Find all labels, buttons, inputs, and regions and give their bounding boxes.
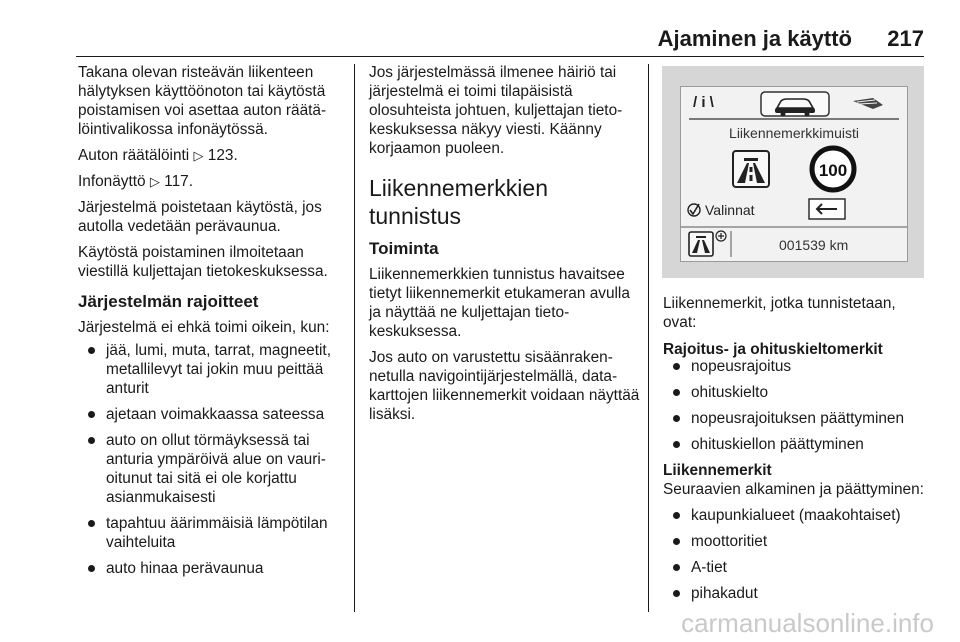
list-item: nopeusrajoitus xyxy=(663,357,925,376)
list-item: nopeusrajoituksen päättyminen xyxy=(663,409,925,428)
traffic-signs-list xyxy=(663,506,925,603)
chapter-title: Ajaminen ja käyttö xyxy=(657,26,852,51)
paragraph: Seuraavien alkaminen ja päättyminen: xyxy=(663,481,924,498)
column-2 xyxy=(369,63,641,431)
group-heading: Liikennemerkit xyxy=(663,462,772,479)
paragraph: Liikennemerkit, jotka tunnistetaan, ovat: xyxy=(663,295,896,331)
display-screen xyxy=(680,86,908,262)
plus-circle-icon xyxy=(716,231,726,241)
list-item: ajetaan voimakkaassa sateessa xyxy=(78,405,346,424)
list-item: auto on ollut törmäyksessä tai anturia ympäröivä alue on vaurioitunut tai sitä ei ole korjattu asianmukaisesti xyxy=(78,431,346,507)
watermark: carmanualsonline.info xyxy=(681,608,934,638)
column-divider-1 xyxy=(354,64,355,612)
paragraph: Takana olevan risteävän liikenteen hälytyksen käyttöönoton tai käytöstä poistamisen voi asettaa auton räätälöintivalikossa infonäytössä. xyxy=(78,64,327,138)
paragraph: Jos järjestelmässä ilmenee häiriö tai järjestelmä ei toimi tilapäisistä olosuhteista johtuen, kuljettajan tietokeskuksessa näkyy viesti. Käänny korjaamon puoleen. xyxy=(369,64,623,157)
page-ref-arrow-icon: ▷ xyxy=(149,174,160,189)
display-graphics xyxy=(681,87,907,261)
speed-limit-sign-icon xyxy=(812,148,854,190)
driver-info-display-illustration xyxy=(662,66,924,278)
cross-reference: Infonäyttö ▷ 117. xyxy=(78,173,193,190)
header-rule xyxy=(76,56,924,57)
motorway-sign-icon xyxy=(733,151,769,187)
column-3 xyxy=(663,294,925,610)
options-label: Valinnat xyxy=(705,202,755,218)
paragraph: Järjestelmä poistetaan käytöstä, jos autolla vedetään perävaunua. xyxy=(78,199,322,235)
list-item: kaupunkialueet (maakohtaiset) xyxy=(663,506,925,525)
speed-limit-value: 100 xyxy=(818,161,848,180)
list-intro: Järjestelmä ei ehkä toimi oikein, kun: xyxy=(78,319,330,336)
info-tab-label: / i \ xyxy=(693,94,714,111)
section-title: Liikennemerkkien tunnistus xyxy=(369,175,548,229)
list-item: tapahtuu äärimmäisiä lämpötilan vaihteluita xyxy=(78,514,346,552)
menu-title: Liikennemerkkimuisti xyxy=(729,125,859,141)
road-sign-tab-icon xyxy=(853,98,883,109)
page-header xyxy=(0,0,960,60)
paragraph: Liikennemerkkien tunnistus havaitsee tietyt liikennemerkit etukameran avulla ja näyttää ne kuljettajan tietokeskuksessa. xyxy=(369,266,630,340)
list-item: ohituskiellon päättyminen xyxy=(663,435,925,454)
motorway-small-icon xyxy=(689,232,713,256)
paragraph: Jos auto on varustettu sisäänrakennetulla navigointijärjestelmällä, datakarttojen liikennemerkit voidaan näyttää lisäksi. xyxy=(369,349,640,423)
subsection-heading: Toiminta xyxy=(369,239,439,258)
check-mark-icon xyxy=(690,204,699,214)
group-heading: Rajoitus- ja ohituskieltomerkit xyxy=(663,341,883,358)
list-item: jää, lumi, muta, tarrat, magneetit, metallilevyt tai jokin muu peittää anturit xyxy=(78,341,346,398)
list-item: moottoritiet xyxy=(663,532,925,551)
page-ref-arrow-icon: ▷ xyxy=(193,148,204,163)
restriction-signs-list xyxy=(663,357,925,454)
section-heading: Järjestelmän rajoitteet xyxy=(78,292,259,311)
column-divider-2 xyxy=(648,64,649,612)
list-item: ohituskielto xyxy=(663,383,925,402)
page-number: 217 xyxy=(887,26,924,51)
list-item: pihakadut xyxy=(663,584,925,603)
limitations-list xyxy=(78,341,346,578)
cross-reference: Auton räätälöinti ▷ 123. xyxy=(78,147,238,164)
column-1 xyxy=(78,63,346,585)
list-item: A-tiet xyxy=(663,558,925,577)
list-item: auto hinaa perävaunua xyxy=(78,559,346,578)
paragraph: Käytöstä poistaminen ilmoitetaan viestillä kuljettajan tietokeskuksessa. xyxy=(78,244,328,280)
odometer-readout: 001539 km xyxy=(779,237,849,253)
